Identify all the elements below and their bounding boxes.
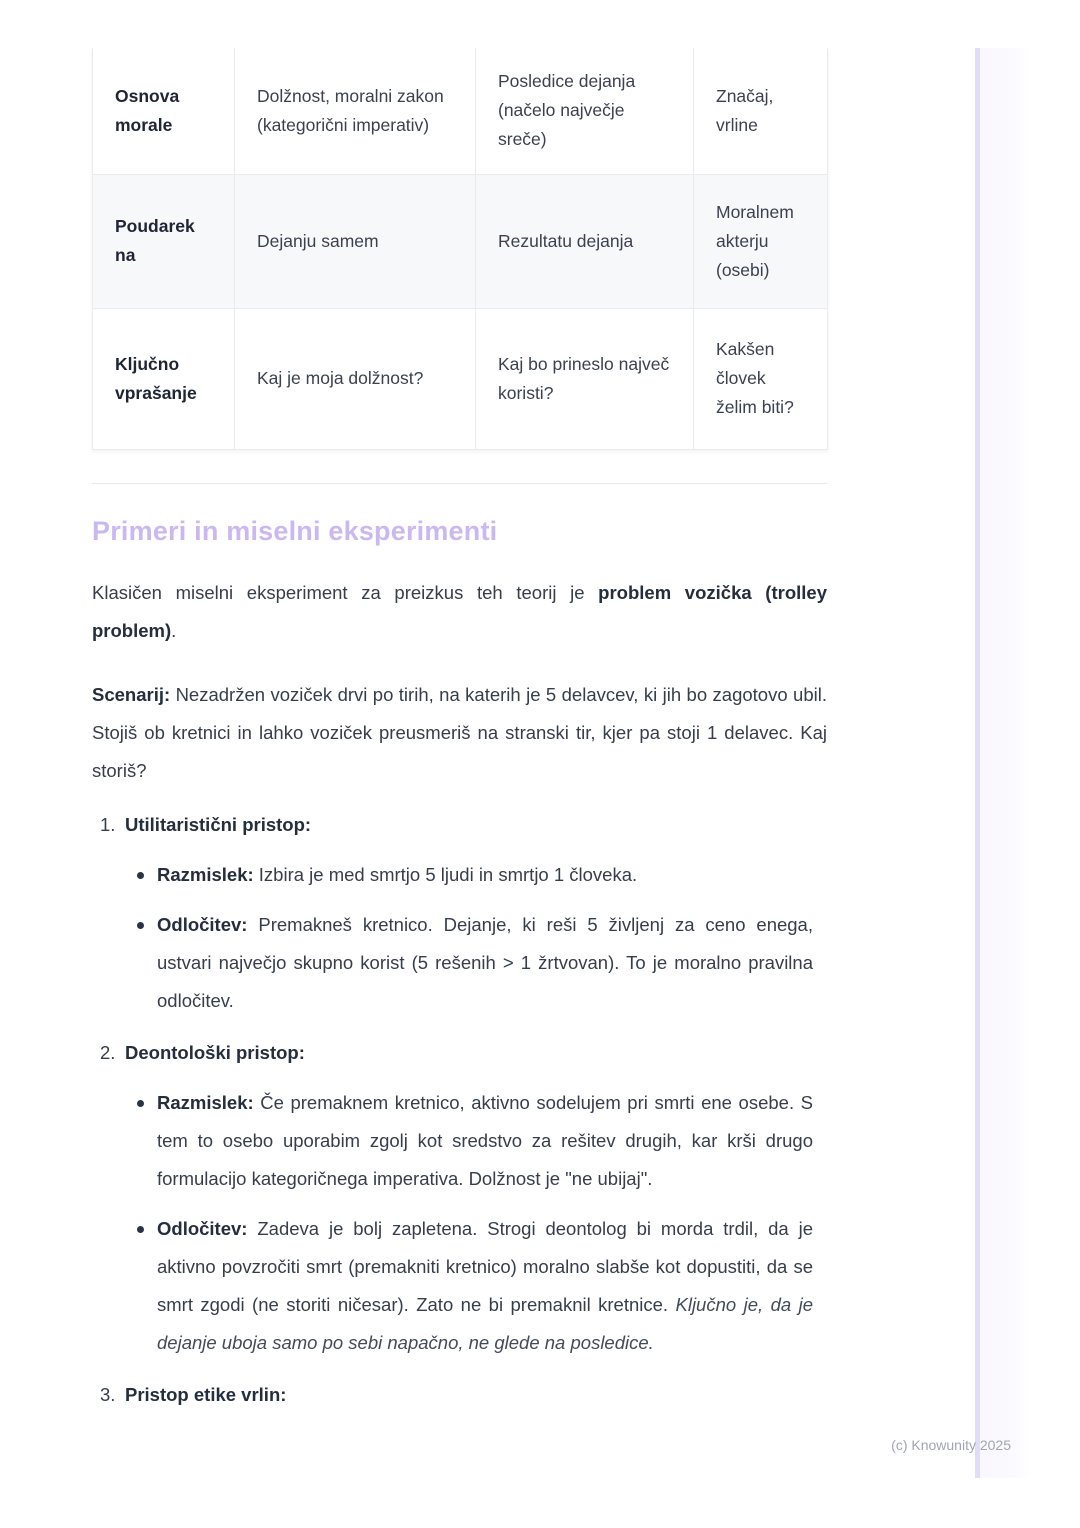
approaches-list <box>92 806 827 1414</box>
list-item-virtue-ethics <box>92 1376 827 1414</box>
bullet-item <box>92 1210 827 1362</box>
bullet-item <box>92 856 827 894</box>
scenario-text: Nezadržen voziček drvi po tirih, na katerih je 5 delavcev, ki jih bo zagotovo ubil. Stojiš ob kretnici in lahko voziček preusmeriš na stranski tir, kjer pa stoji 1 delavec. Kaj storiš? <box>92 683 827 781</box>
bullet-list <box>92 856 827 1020</box>
bullet-italic-note: Ključno je, da je dejanje uboja samo po sebi napačno, ne glede na posledice. <box>157 1293 813 1353</box>
bullet-text: Zadeva je bolj zapletena. Strogi deontolog bi morda trdil, da je aktivno povzročiti smrt (premakniti kretnico) moralno slabše kot dopustiti, da se smrt zgodi (ne storiti ničesar). Zato ne bi premaknil kretnice. <box>157 1217 813 1315</box>
table-cell: Posledice dejanja (načelo največje sreče) <box>476 48 694 174</box>
bullet-label: Razmislek: <box>157 863 254 885</box>
bullet-item <box>92 906 827 1020</box>
table-cell: Kakšen človek želim biti? <box>694 308 828 449</box>
table-row <box>93 308 828 449</box>
ethics-comparison-table <box>92 48 828 450</box>
table-row <box>93 48 828 174</box>
intro-tail: . <box>171 619 177 641</box>
scenario-label: Scenarij: <box>92 683 171 705</box>
bullet-text: Če premaknem kretnico, aktivno sodelujem pri smrti ene osebe. S tem to osebo uporabim zgolj kot sredstvo za rešitev drugih, kar krši drugo formulacijo kategoričnega imperativa. Dolžnost je "ne ubijaj". <box>157 1091 813 1189</box>
item-title: Deontološki pristop: <box>125 1041 305 1063</box>
bullet-label: Odločitev: <box>157 913 248 935</box>
page-edge-strip <box>980 48 1032 1478</box>
list-item-utilitarian <box>92 806 827 844</box>
intro-text: Klasičen miselni eksperiment za preizkus teh teorij je <box>92 581 599 603</box>
table-cell: Dolžnost, moralni zakon (kategorični imperativ) <box>235 48 476 174</box>
item-title: Utilitaristični pristop: <box>125 813 312 835</box>
document-content <box>92 48 827 1414</box>
table-cell: Kaj je moja dolžnost? <box>235 308 476 449</box>
row-header: Osnova morale <box>93 48 235 174</box>
table-cell: Kaj bo prineslo največ koristi? <box>476 308 694 449</box>
row-header: Poudarek na <box>93 174 235 308</box>
section-divider <box>92 483 827 484</box>
intro-paragraph <box>92 574 827 650</box>
bullet-label: Razmislek: <box>157 1091 254 1113</box>
copyright-watermark: (c) Knowunity 2025 <box>891 1437 1011 1453</box>
bullet-text: Izbira je med smrtjo 5 ljudi in smrtjo 1 človeka. <box>253 863 638 885</box>
item-number: 2. <box>100 1041 116 1063</box>
row-header: Ključno vprašanje <box>93 308 235 449</box>
bullet-label: Odločitev: <box>157 1217 248 1239</box>
item-number: 3. <box>100 1383 116 1405</box>
intro-bold-term: problem vozička (trolley problem) <box>92 581 827 641</box>
table-cell: Rezultatu dejanja <box>476 174 694 308</box>
bullet-text: Premakneš kretnico. Dejanje, ki reši 5 življenj za ceno enega, ustvari največjo skupno korist (5 rešenih > 1 žrtvovan). To je moralno pravilna odločitev. <box>157 913 813 1011</box>
section-heading: Primeri in miselni eksperimenti <box>92 515 498 546</box>
item-title: Pristop etike vrlin: <box>125 1383 287 1405</box>
scenario-paragraph <box>92 676 827 790</box>
bullet-item <box>92 1084 827 1198</box>
table-cell: Dejanju samem <box>235 174 476 308</box>
item-number: 1. <box>100 813 116 835</box>
bullet-list <box>92 1084 827 1362</box>
list-item-deontological <box>92 1034 827 1072</box>
table-row <box>93 174 828 308</box>
table-cell: Moralnem akterju (osebi) <box>694 174 828 308</box>
table-cell: Značaj, vrline <box>694 48 828 174</box>
